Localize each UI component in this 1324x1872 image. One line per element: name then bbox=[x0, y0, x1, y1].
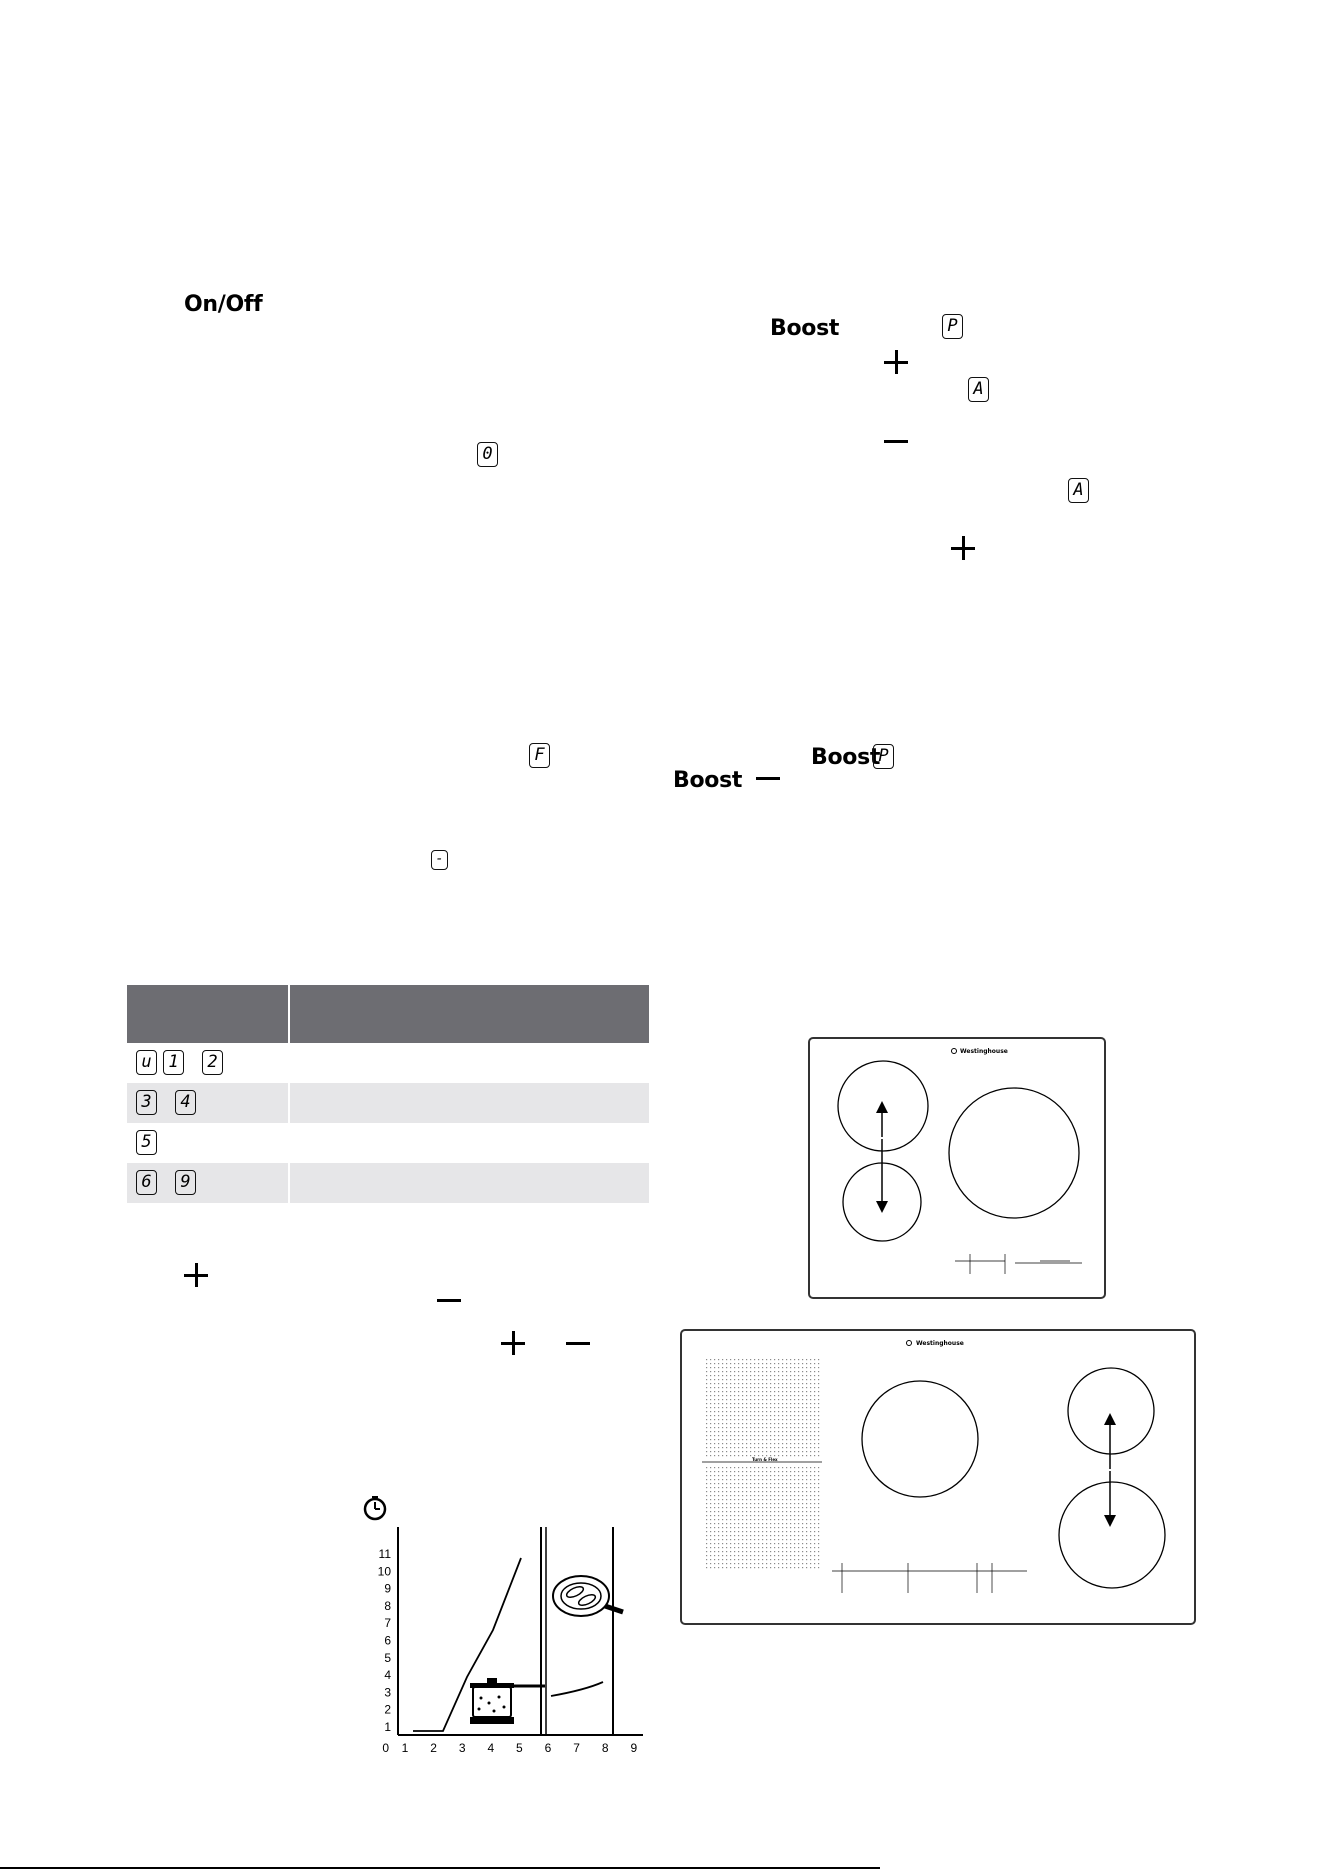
y-tick-label: 7 bbox=[384, 1616, 391, 1631]
cooking-graph bbox=[355, 1490, 650, 1755]
display-6-icon: 6 bbox=[136, 1170, 157, 1195]
table-row bbox=[127, 1043, 649, 1083]
x-tick-label: 7 bbox=[573, 1741, 580, 1755]
x-tick-label: 5 bbox=[516, 1741, 523, 1755]
center-label: Turn & Flex bbox=[752, 1457, 778, 1462]
display-4-icon: 4 bbox=[175, 1090, 196, 1115]
display-p-icon: P bbox=[942, 314, 963, 339]
hob-diagram-large bbox=[680, 1329, 1196, 1625]
on-off-label: On/Off bbox=[184, 292, 263, 317]
y-tick-label: 10 bbox=[377, 1564, 391, 1579]
y-tick-label: 11 bbox=[378, 1547, 391, 1561]
y-tick-label: 0 bbox=[382, 1741, 389, 1755]
power-level-table bbox=[127, 985, 649, 1203]
x-axis-ticks bbox=[402, 1741, 638, 1755]
plus-icon bbox=[183, 1262, 209, 1288]
minus-icon bbox=[565, 1330, 591, 1356]
display-2-icon: 2 bbox=[202, 1050, 223, 1075]
y-tick-label: 2 bbox=[384, 1702, 391, 1717]
x-tick-label: 3 bbox=[458, 1741, 466, 1755]
plus-icon bbox=[883, 349, 909, 375]
brand-logo: Westinghouse bbox=[960, 1048, 1008, 1055]
display-a-icon: A bbox=[1068, 478, 1089, 503]
display-a-icon: A bbox=[968, 377, 989, 402]
display-zero-icon: 0 bbox=[477, 442, 498, 467]
display-u-icon: u bbox=[136, 1050, 157, 1075]
boost-label-3: Boost bbox=[673, 768, 743, 793]
table-row bbox=[127, 1163, 649, 1203]
display-3-icon: 3 bbox=[136, 1090, 157, 1115]
table-row bbox=[127, 1123, 649, 1163]
pot-icon bbox=[470, 1678, 545, 1724]
display-f-icon: F bbox=[529, 743, 550, 768]
table-header bbox=[127, 985, 649, 1043]
x-tick-label: 2 bbox=[430, 1741, 437, 1755]
y-tick-label: 5 bbox=[384, 1650, 391, 1665]
y-tick-label: 4 bbox=[384, 1668, 391, 1683]
display-1-icon: 1 bbox=[163, 1050, 184, 1075]
display-dash-icon: - bbox=[431, 850, 448, 870]
x-tick-label: 6 bbox=[544, 1741, 552, 1755]
y-tick-label: 1 bbox=[384, 1720, 391, 1734]
y-tick-label: 8 bbox=[384, 1598, 391, 1613]
boost-label-2: Boost bbox=[811, 745, 881, 770]
plus-icon bbox=[500, 1330, 526, 1356]
y-axis-ticks bbox=[378, 1547, 392, 1755]
footer-rule bbox=[0, 1867, 880, 1869]
brand-logo: Westinghouse bbox=[916, 1340, 964, 1347]
y-tick-label: 6 bbox=[384, 1633, 391, 1648]
plus-icon bbox=[950, 535, 976, 561]
table-row bbox=[127, 1083, 649, 1123]
display-9-icon: 9 bbox=[175, 1170, 196, 1195]
x-tick-label: 9 bbox=[630, 1741, 638, 1755]
clock-icon bbox=[365, 1497, 385, 1519]
x-tick-label: 1 bbox=[401, 1741, 409, 1755]
y-tick-label: 9 bbox=[384, 1581, 391, 1596]
minus-icon bbox=[755, 765, 781, 791]
minus-icon bbox=[883, 428, 909, 454]
minus-icon bbox=[436, 1287, 462, 1313]
display-p-icon: P bbox=[873, 744, 894, 769]
boost-label-1: Boost bbox=[770, 316, 840, 341]
y-tick-label: 3 bbox=[384, 1685, 391, 1700]
display-5-icon: 5 bbox=[136, 1130, 157, 1155]
x-tick-label: 4 bbox=[487, 1741, 495, 1755]
hob-diagram-small bbox=[808, 1037, 1106, 1299]
x-tick-label: 8 bbox=[601, 1741, 609, 1755]
